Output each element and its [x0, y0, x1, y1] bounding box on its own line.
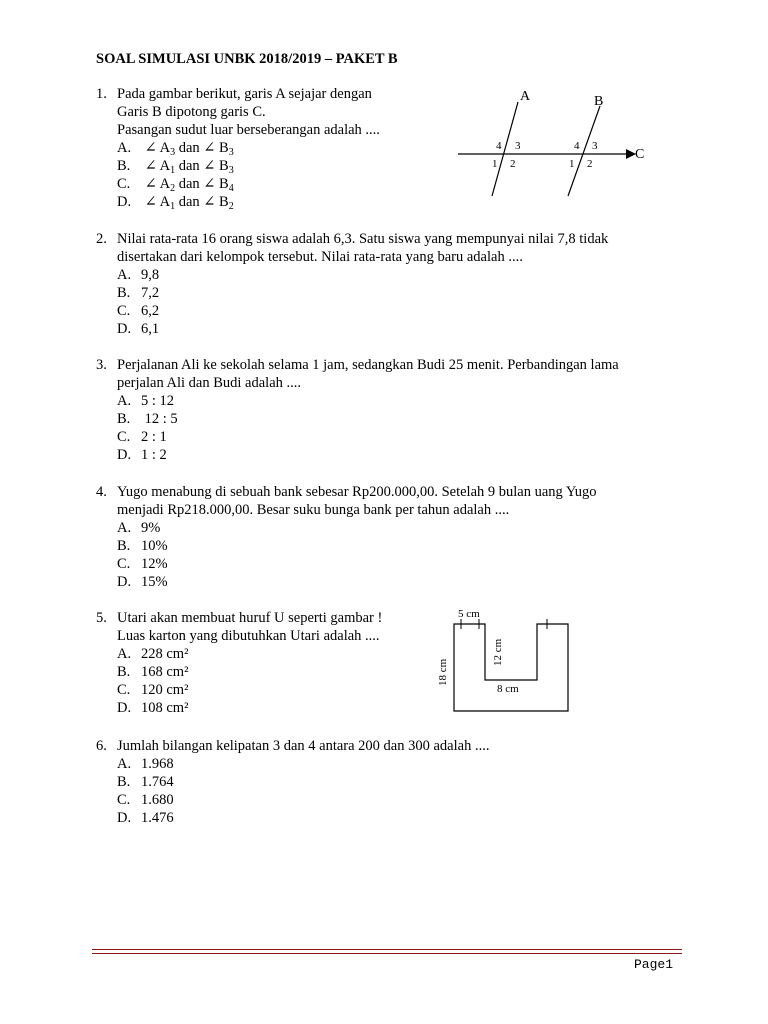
answer-option[interactable]: A. 1.968	[117, 756, 174, 772]
question-text: Yugo menabung di sebuah bank sebesar Rp200.000,00. Setelah 9 bulan uang Yugo	[117, 484, 597, 500]
answer-option[interactable]: C. 6,2	[117, 303, 160, 319]
answer-option[interactable]: A. 228 cm²	[117, 646, 189, 662]
label-c: C	[635, 147, 645, 162]
footer-rule	[92, 953, 682, 954]
answer-option[interactable]: D. 15%	[117, 574, 168, 590]
label-a: A	[520, 89, 531, 104]
angle-b3: 3	[592, 140, 598, 152]
answer-option[interactable]: C. 120 cm²	[117, 682, 189, 698]
u-shape-outline	[454, 624, 568, 711]
answer-option[interactable]: C. 1.680	[117, 792, 174, 808]
angle-a3: 3	[515, 140, 521, 152]
angle-a2: 2	[510, 158, 516, 170]
question-text: disertakan dari kelompok tersebut. Nilai rata-rata yang baru adalah ....	[117, 249, 523, 265]
answer-option[interactable]: C. 2 : 1	[117, 429, 167, 445]
answer-option[interactable]: B. ∠ $A_1$ dan ∠ $B_3$	[117, 158, 234, 176]
question-text: Jumlah bilangan kelipatan 3 dan 4 antara 200 dan 300 adalah ....	[117, 738, 490, 754]
answer-option[interactable]: B. 10%	[117, 538, 168, 554]
footer-rule	[92, 949, 682, 950]
height-label: 18 cm	[437, 658, 449, 686]
question-text: Luas karton yang dibutuhkan Utari adalah ....	[117, 628, 380, 644]
question-number: 5.	[96, 610, 107, 626]
question-text: Perjalanan Ali ke sekolah selama 1 jam, sedangkan Budi 25 menit. Perbandingan lama	[117, 357, 619, 373]
question-number: 1.	[96, 86, 107, 102]
answer-option[interactable]: B. 7,2	[117, 285, 160, 301]
answer-option[interactable]: D. 108 cm²	[117, 700, 189, 716]
u-shape-figure	[430, 604, 580, 718]
page-title: SOAL SIMULASI UNBK 2018/2019 – PAKET B	[96, 51, 398, 67]
angle-b2: 2	[587, 158, 593, 170]
question-text: Garis B dipotong garis C.	[117, 104, 266, 120]
question-text: Pasangan sudut luar berseberangan adalah ....	[117, 122, 380, 138]
question-number: 4.	[96, 484, 107, 500]
page-number: Page1	[634, 957, 674, 972]
inner-height-label: 12 cm	[492, 638, 504, 666]
answer-option[interactable]: D. 6,1	[117, 321, 160, 337]
width-label: 5 cm	[458, 608, 480, 620]
question-number: 2.	[96, 231, 107, 247]
answer-option[interactable]: A. ∠ $A_3$ dan ∠ $B_3$	[117, 140, 234, 158]
inner-width-label: 8 cm	[497, 683, 519, 695]
question-number: 3.	[96, 357, 107, 373]
answer-option[interactable]: C. ∠ $A_2$ dan ∠ $B_4$	[117, 176, 234, 194]
answer-option[interactable]: D. ∠ $A_1$ dan ∠ $B_2$	[117, 194, 234, 212]
answer-option[interactable]: B. 1.764	[117, 774, 174, 790]
question-text: Nilai rata-rata 16 orang siswa adalah 6,3. Satu siswa yang mempunyai nilai 7,8 tidak	[117, 231, 609, 247]
question-text: Pada gambar berikut, garis A sejajar dengan	[117, 86, 372, 102]
angle-b1: 1	[569, 158, 575, 170]
question-text: perjalan Ali dan Budi adalah ....	[117, 375, 302, 391]
answer-option[interactable]: A. 9%	[117, 520, 161, 536]
answer-option[interactable]: A. 9,8	[117, 267, 160, 283]
angle-b4: 4	[574, 140, 580, 152]
answer-option[interactable]: D. 1.476	[117, 810, 174, 826]
question-text: menjadi Rp218.000,00. Besar suku bunga bank per tahun adalah ....	[117, 502, 510, 518]
angle-a1: 1	[492, 158, 498, 170]
question-number: 6.	[96, 738, 107, 754]
question-text: Utari akan membuat huruf U seperti gambar !	[117, 610, 383, 626]
label-b: B	[594, 94, 604, 109]
answer-option[interactable]: B. 12 : 5	[117, 411, 178, 427]
parallel-lines-figure	[450, 84, 660, 204]
answer-option[interactable]: D. 1 : 2	[117, 447, 167, 463]
answer-option[interactable]: A. 5 : 12	[117, 393, 175, 409]
answer-option[interactable]: B. 168 cm²	[117, 664, 189, 680]
answer-option[interactable]: C. 12%	[117, 556, 168, 572]
angle-a4: 4	[496, 140, 502, 152]
